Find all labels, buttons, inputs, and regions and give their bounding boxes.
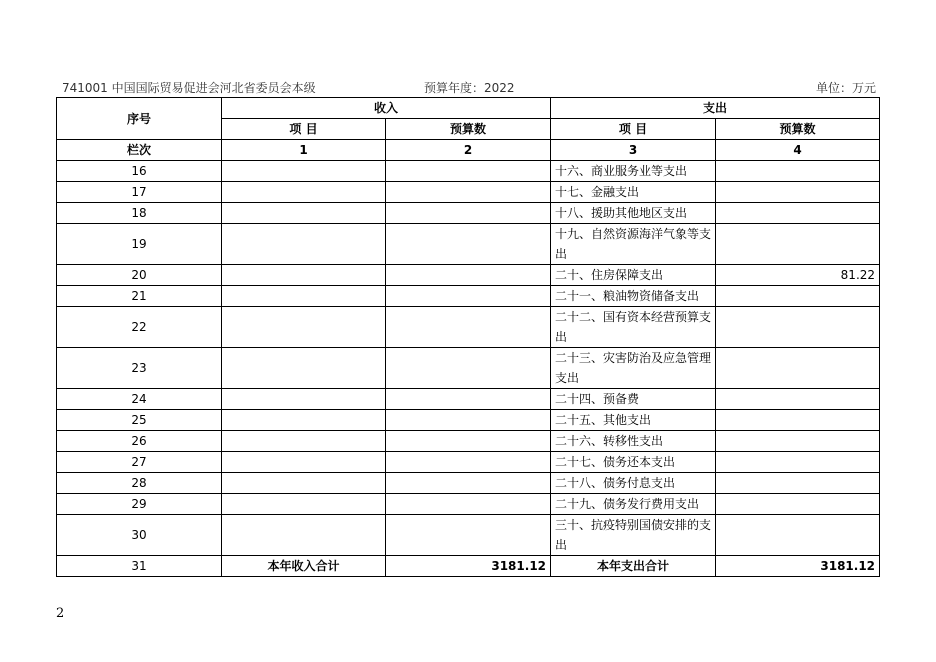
table-row (57, 473, 880, 494)
budget-table (56, 97, 880, 577)
income-item-header: 项 目 (222, 119, 386, 140)
row-seq: 20 (57, 265, 222, 286)
income-item (222, 307, 386, 348)
income-item (222, 203, 386, 224)
row-seq: 21 (57, 286, 222, 307)
report-header (62, 79, 876, 97)
table-row (57, 410, 880, 431)
expense-value (716, 224, 880, 265)
expense-item: 二十八、债务付息支出 (551, 473, 716, 494)
expense-item: 二十一、粮油物资储备支出 (551, 286, 716, 307)
income-value (386, 348, 551, 389)
income-item (222, 348, 386, 389)
seq-header: 序号 (57, 98, 222, 140)
expense-value (716, 389, 880, 410)
income-value (386, 265, 551, 286)
table-row (57, 431, 880, 452)
expense-item: 二十九、债务发行费用支出 (551, 494, 716, 515)
table-row (57, 203, 880, 224)
income-budget-header: 预算数 (386, 119, 551, 140)
organization-title: 741001 中国国际贸易促进会河北省委员会本级 (62, 81, 316, 95)
expense-total-label: 本年支出合计 (551, 556, 716, 577)
income-item (222, 473, 386, 494)
income-item (222, 515, 386, 556)
total-seq: 31 (57, 556, 222, 577)
expense-value (716, 473, 880, 494)
row-seq: 18 (57, 203, 222, 224)
row-seq: 26 (57, 431, 222, 452)
income-value (386, 494, 551, 515)
table-header-row (57, 98, 880, 119)
expense-value: 81.22 (716, 265, 880, 286)
expense-item: 二十三、灾害防治及应急管理支出 (551, 348, 716, 389)
income-item (222, 265, 386, 286)
income-item (222, 494, 386, 515)
col-num-3: 3 (551, 140, 716, 161)
row-seq: 29 (57, 494, 222, 515)
expense-item: 三十、抗疫特别国债安排的支出 (551, 515, 716, 556)
expense-item: 十八、援助其他地区支出 (551, 203, 716, 224)
expense-value (716, 203, 880, 224)
row-seq: 19 (57, 224, 222, 265)
income-value (386, 224, 551, 265)
table-row (57, 286, 880, 307)
income-header: 收入 (222, 98, 551, 119)
expense-item: 二十五、其他支出 (551, 410, 716, 431)
expense-total-value: 3181.12 (716, 556, 880, 577)
table-row (57, 307, 880, 348)
col-num-2: 2 (386, 140, 551, 161)
row-seq: 30 (57, 515, 222, 556)
table-row (57, 515, 880, 556)
col-row-label: 栏次 (57, 140, 222, 161)
expense-value (716, 515, 880, 556)
expense-item: 十九、自然资源海洋气象等支出 (551, 224, 716, 265)
expense-value (716, 452, 880, 473)
income-value (386, 515, 551, 556)
income-value (386, 203, 551, 224)
col-num-4: 4 (716, 140, 880, 161)
expense-value (716, 348, 880, 389)
row-seq: 27 (57, 452, 222, 473)
income-item (222, 224, 386, 265)
row-seq: 23 (57, 348, 222, 389)
income-value (386, 410, 551, 431)
col-num-1: 1 (222, 140, 386, 161)
expense-item-header: 项 目 (551, 119, 716, 140)
income-value (386, 431, 551, 452)
income-value (386, 389, 551, 410)
expense-header: 支出 (551, 98, 880, 119)
expense-item: 二十四、预备费 (551, 389, 716, 410)
income-value (386, 286, 551, 307)
row-seq: 25 (57, 410, 222, 431)
income-value (386, 452, 551, 473)
expense-value (716, 161, 880, 182)
income-item (222, 161, 386, 182)
budget-year: 预算年度：2022 (424, 81, 515, 95)
expense-value (716, 307, 880, 348)
expense-item: 十六、商业服务业等支出 (551, 161, 716, 182)
income-value (386, 473, 551, 494)
income-value (386, 307, 551, 348)
expense-value (716, 286, 880, 307)
total-row (57, 556, 880, 577)
expense-value (716, 431, 880, 452)
table-row (57, 161, 880, 182)
income-item (222, 286, 386, 307)
table-row (57, 494, 880, 515)
row-seq: 28 (57, 473, 222, 494)
income-item (222, 431, 386, 452)
table-row (57, 224, 880, 265)
expense-value (716, 494, 880, 515)
income-item (222, 452, 386, 473)
expense-value (716, 410, 880, 431)
income-total-label: 本年收入合计 (222, 556, 386, 577)
row-seq: 22 (57, 307, 222, 348)
column-number-row (57, 140, 880, 161)
expense-value (716, 182, 880, 203)
income-value (386, 161, 551, 182)
table-row (57, 452, 880, 473)
income-total-value: 3181.12 (386, 556, 551, 577)
table-row (57, 348, 880, 389)
income-item (222, 410, 386, 431)
table-row (57, 182, 880, 203)
page-number: 2 (56, 606, 65, 621)
row-seq: 16 (57, 161, 222, 182)
income-value (386, 182, 551, 203)
expense-item: 二十七、债务还本支出 (551, 452, 716, 473)
table-row (57, 389, 880, 410)
income-item (222, 182, 386, 203)
table-row (57, 265, 880, 286)
expense-item: 二十、住房保障支出 (551, 265, 716, 286)
unit-label: 单位：万元 (815, 81, 876, 95)
row-seq: 24 (57, 389, 222, 410)
row-seq: 17 (57, 182, 222, 203)
expense-item: 二十二、国有资本经营预算支出 (551, 307, 716, 348)
expense-budget-header: 预算数 (716, 119, 880, 140)
expense-item: 十七、金融支出 (551, 182, 716, 203)
expense-item: 二十六、转移性支出 (551, 431, 716, 452)
income-item (222, 389, 386, 410)
